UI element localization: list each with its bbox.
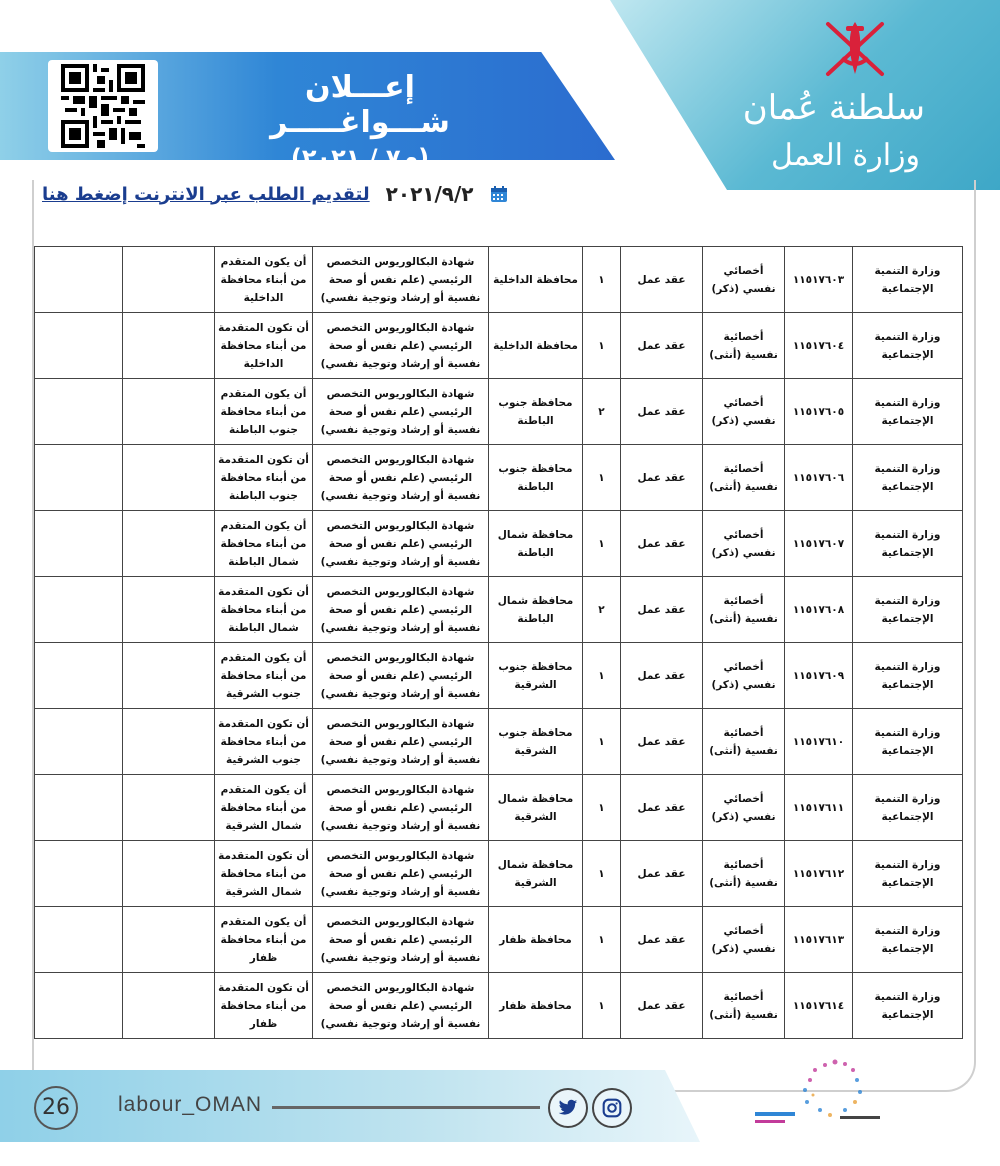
cell-contract-type: عقد عمل (621, 511, 703, 577)
cell-job-title: أخصائي نفسي (ذكر) (703, 511, 785, 577)
cell-ministry: وزارة التنمية الإجتماعية (853, 313, 963, 379)
logo-text-ministry: وزارة العمل (770, 138, 920, 173)
cell-vacancy-code: ١١٥١٧٦٠٥ (785, 379, 853, 445)
table-row (35, 511, 963, 577)
cell-condition: أن يكون المتقدم من أبناء محافظة الداخلية (215, 247, 313, 313)
cell-condition: أن يكون المتقدم من أبناء محافظة ظفار (215, 907, 313, 973)
cell-extra-2 (35, 973, 123, 1039)
cell-governorate: محافظة جنوب الشرقية (489, 709, 583, 775)
cell-count: ١ (583, 247, 621, 313)
cell-job-title: أخصائي نفسي (ذكر) (703, 379, 785, 445)
vacancies-table (34, 246, 963, 1039)
cell-vacancy-code: ١١٥١٧٦١٤ (785, 973, 853, 1039)
cell-governorate: محافظة جنوب الباطنة (489, 445, 583, 511)
cell-contract-type: عقد عمل (621, 313, 703, 379)
cell-job-title: أخصائي نفسي (ذكر) (703, 907, 785, 973)
qr-code-icon (55, 64, 151, 148)
cell-extra-1 (123, 247, 215, 313)
cell-contract-type: عقد عمل (621, 247, 703, 313)
cell-extra-1 (123, 643, 215, 709)
cell-count: ١ (583, 841, 621, 907)
cell-extra-1 (123, 841, 215, 907)
cell-governorate: محافظة شمال الشرقية (489, 775, 583, 841)
announcement-title (210, 70, 510, 172)
oman-emblem-icon (820, 12, 890, 84)
cell-count: ١ (583, 643, 621, 709)
table-row (35, 379, 963, 445)
qr-code[interactable] (48, 60, 158, 152)
table-row (35, 247, 963, 313)
instagram-icon (602, 1098, 622, 1118)
cell-job-title: أخصائية نفسية (أنثى) (703, 841, 785, 907)
cell-vacancy-code: ١١٥١٧٦٠٩ (785, 643, 853, 709)
calendar-icon (490, 185, 508, 203)
cell-extra-2 (35, 577, 123, 643)
table-row (35, 313, 963, 379)
cell-condition: أن يكون المتقدم من أبناء محافظة جنوب الباطنة (215, 379, 313, 445)
social-handle: labour_OMAN (118, 1093, 263, 1116)
announcement-date: ٢٠٢١/٩/٢ (385, 182, 474, 206)
cell-contract-type: عقد عمل (621, 709, 703, 775)
cell-ministry: وزارة التنمية الإجتماعية (853, 247, 963, 313)
cell-ministry: وزارة التنمية الإجتماعية (853, 511, 963, 577)
cell-extra-2 (35, 445, 123, 511)
twitter-button[interactable] (548, 1088, 588, 1128)
table-row (35, 577, 963, 643)
cell-contract-type: عقد عمل (621, 643, 703, 709)
apply-line (42, 182, 508, 206)
table-row (35, 643, 963, 709)
cell-count: ١ (583, 445, 621, 511)
cell-count: ٢ (583, 577, 621, 643)
cell-contract-type: عقد عمل (621, 973, 703, 1039)
cell-governorate: محافظة جنوب الباطنة (489, 379, 583, 445)
cell-extra-2 (35, 775, 123, 841)
cell-qualification: شهادة البكالوريوس التخصص الرئيسي (علم نفس أو صحة نفسية أو إرشاد وتوجية نفسي) (313, 313, 489, 379)
cell-qualification: شهادة البكالوريوس التخصص الرئيسي (علم نفس أو صحة نفسية أو إرشاد وتوجية نفسي) (313, 907, 489, 973)
cell-condition: أن يكون المتقدم من أبناء محافظة جنوب الشرقية (215, 643, 313, 709)
cell-qualification: شهادة البكالوريوس التخصص الرئيسي (علم نفس أو صحة نفسية أو إرشاد وتوجية نفسي) (313, 577, 489, 643)
cell-count: ١ (583, 973, 621, 1039)
cell-count: ١ (583, 313, 621, 379)
cell-extra-2 (35, 313, 123, 379)
cell-extra-1 (123, 775, 215, 841)
cell-vacancy-code: ١١٥١٧٦٠٧ (785, 511, 853, 577)
cell-ministry: وزارة التنمية الإجتماعية (853, 643, 963, 709)
cell-qualification: شهادة البكالوريوس التخصص الرئيسي (علم نفس أو صحة نفسية أو إرشاد وتوجية نفسي) (313, 643, 489, 709)
cell-job-title: أخصائية نفسية (أنثى) (703, 973, 785, 1039)
cell-governorate: محافظة شمال الباطنة (489, 511, 583, 577)
apply-online-link[interactable]: لتقديم الطلب عبر الانترنت إضغط هنا (42, 183, 370, 205)
cell-job-title: أخصائية نفسية (أنثى) (703, 445, 785, 511)
cell-condition: أن تكون المتقدمة من أبناء محافظة شمال الباطنة (215, 577, 313, 643)
cell-vacancy-code: ١١٥١٧٦١٣ (785, 907, 853, 973)
cell-contract-type: عقد عمل (621, 841, 703, 907)
cell-vacancy-code: ١١٥١٧٦٠٣ (785, 247, 853, 313)
cell-job-title: أخصائي نفسي (ذكر) (703, 643, 785, 709)
footer-divider (272, 1106, 540, 1109)
cell-condition: أن تكون المتقدمة من أبناء محافظة جنوب الشرقية (215, 709, 313, 775)
cell-extra-2 (35, 643, 123, 709)
cell-qualification: شهادة البكالوريوس التخصص الرئيسي (علم نفس أو صحة نفسية أو إرشاد وتوجية نفسي) (313, 775, 489, 841)
oman-vision-2040-logo (745, 1050, 915, 1140)
cell-extra-1 (123, 511, 215, 577)
cell-condition: أن يكون المتقدم من أبناء محافظة شمال الشرقية (215, 775, 313, 841)
cell-extra-1 (123, 445, 215, 511)
cell-condition: أن تكون المتقدمة من أبناء محافظة جنوب الباطنة (215, 445, 313, 511)
twitter-icon (558, 1099, 578, 1117)
cell-vacancy-code: ١١٥١٧٦٠٦ (785, 445, 853, 511)
cell-qualification: شهادة البكالوريوس التخصص الرئيسي (علم نفس أو صحة نفسية أو إرشاد وتوجية نفسي) (313, 511, 489, 577)
cell-vacancy-code: ١١٥١٧٦١٢ (785, 841, 853, 907)
cell-contract-type: عقد عمل (621, 445, 703, 511)
cell-condition: أن تكون المتقدمة من أبناء محافظة شمال الشرقية (215, 841, 313, 907)
cell-contract-type: عقد عمل (621, 379, 703, 445)
table-row (35, 709, 963, 775)
cell-qualification: شهادة البكالوريوس التخصص الرئيسي (علم نفس أو صحة نفسية أو إرشاد وتوجية نفسي) (313, 709, 489, 775)
cell-governorate: محافظة شمال الباطنة (489, 577, 583, 643)
cell-ministry: وزارة التنمية الإجتماعية (853, 973, 963, 1039)
cell-extra-1 (123, 709, 215, 775)
cell-governorate: محافظة ظفار (489, 973, 583, 1039)
cell-ministry: وزارة التنمية الإجتماعية (853, 841, 963, 907)
cell-job-title: أخصائية نفسية (أنثى) (703, 709, 785, 775)
cell-extra-1 (123, 313, 215, 379)
cell-extra-2 (35, 379, 123, 445)
logo-text-sultanate: سلطنة عُمان (742, 88, 925, 128)
cell-extra-1 (123, 907, 215, 973)
cell-contract-type: عقد عمل (621, 577, 703, 643)
cell-job-title: أخصائية نفسية (أنثى) (703, 313, 785, 379)
cell-job-title: أخصائي نفسي (ذكر) (703, 775, 785, 841)
table-row (35, 841, 963, 907)
cell-condition: أن تكون المتقدمة من أبناء محافظة الداخلية (215, 313, 313, 379)
table-row (35, 445, 963, 511)
cell-extra-1 (123, 973, 215, 1039)
cell-vacancy-code: ١١٥١٧٦٠٨ (785, 577, 853, 643)
cell-governorate: محافظة شمال الشرقية (489, 841, 583, 907)
cell-qualification: شهادة البكالوريوس التخصص الرئيسي (علم نفس أو صحة نفسية أو إرشاد وتوجية نفسي) (313, 379, 489, 445)
cell-vacancy-code: ١١٥١٧٦٠٤ (785, 313, 853, 379)
cell-vacancy-code: ١١٥١٧٦١٠ (785, 709, 853, 775)
cell-ministry: وزارة التنمية الإجتماعية (853, 709, 963, 775)
cell-extra-2 (35, 247, 123, 313)
cell-job-title: أخصائية نفسية (أنثى) (703, 577, 785, 643)
table-row (35, 775, 963, 841)
cell-contract-type: عقد عمل (621, 775, 703, 841)
table-row (35, 973, 963, 1039)
cell-governorate: محافظة ظفار (489, 907, 583, 973)
cell-ministry: وزارة التنمية الإجتماعية (853, 445, 963, 511)
cell-extra-1 (123, 379, 215, 445)
cell-extra-2 (35, 841, 123, 907)
cell-job-title: أخصائي نفسي (ذكر) (703, 247, 785, 313)
cell-count: ١ (583, 709, 621, 775)
cell-qualification: شهادة البكالوريوس التخصص الرئيسي (علم نفس أو صحة نفسية أو إرشاد وتوجية نفسي) (313, 841, 489, 907)
cell-count: ٢ (583, 379, 621, 445)
cell-extra-1 (123, 577, 215, 643)
cell-governorate: محافظة الداخلية (489, 313, 583, 379)
cell-governorate: محافظة الداخلية (489, 247, 583, 313)
cell-qualification: شهادة البكالوريوس التخصص الرئيسي (علم نفس أو صحة نفسية أو إرشاد وتوجية نفسي) (313, 445, 489, 511)
cell-extra-2 (35, 907, 123, 973)
cell-ministry: وزارة التنمية الإجتماعية (853, 379, 963, 445)
cell-ministry: وزارة التنمية الإجتماعية (853, 907, 963, 973)
cell-qualification: شهادة البكالوريوس التخصص الرئيسي (علم نفس أو صحة نفسية أو إرشاد وتوجية نفسي) (313, 247, 489, 313)
cell-governorate: محافظة جنوب الشرقية (489, 643, 583, 709)
cell-qualification: شهادة البكالوريوس التخصص الرئيسي (علم نفس أو صحة نفسية أو إرشاد وتوجية نفسي) (313, 973, 489, 1039)
cell-ministry: وزارة التنمية الإجتماعية (853, 577, 963, 643)
cell-count: ١ (583, 511, 621, 577)
table-row (35, 907, 963, 973)
cell-contract-type: عقد عمل (621, 907, 703, 973)
instagram-button[interactable] (592, 1088, 632, 1128)
cell-count: ١ (583, 907, 621, 973)
cell-vacancy-code: ١١٥١٧٦١١ (785, 775, 853, 841)
page-subtitle: (م٧ / ٢٠٢١) (290, 144, 430, 172)
cell-extra-2 (35, 709, 123, 775)
cell-ministry: وزارة التنمية الإجتماعية (853, 775, 963, 841)
cell-condition: أن تكون المتقدمة من أبناء محافظة ظفار (215, 973, 313, 1039)
page-number: 26 (34, 1086, 78, 1130)
cell-extra-2 (35, 511, 123, 577)
cell-count: ١ (583, 775, 621, 841)
page-title: إعـــلان شـــواغـــــر (270, 70, 450, 140)
cell-condition: أن يكون المتقدم من أبناء محافظة شمال الباطنة (215, 511, 313, 577)
